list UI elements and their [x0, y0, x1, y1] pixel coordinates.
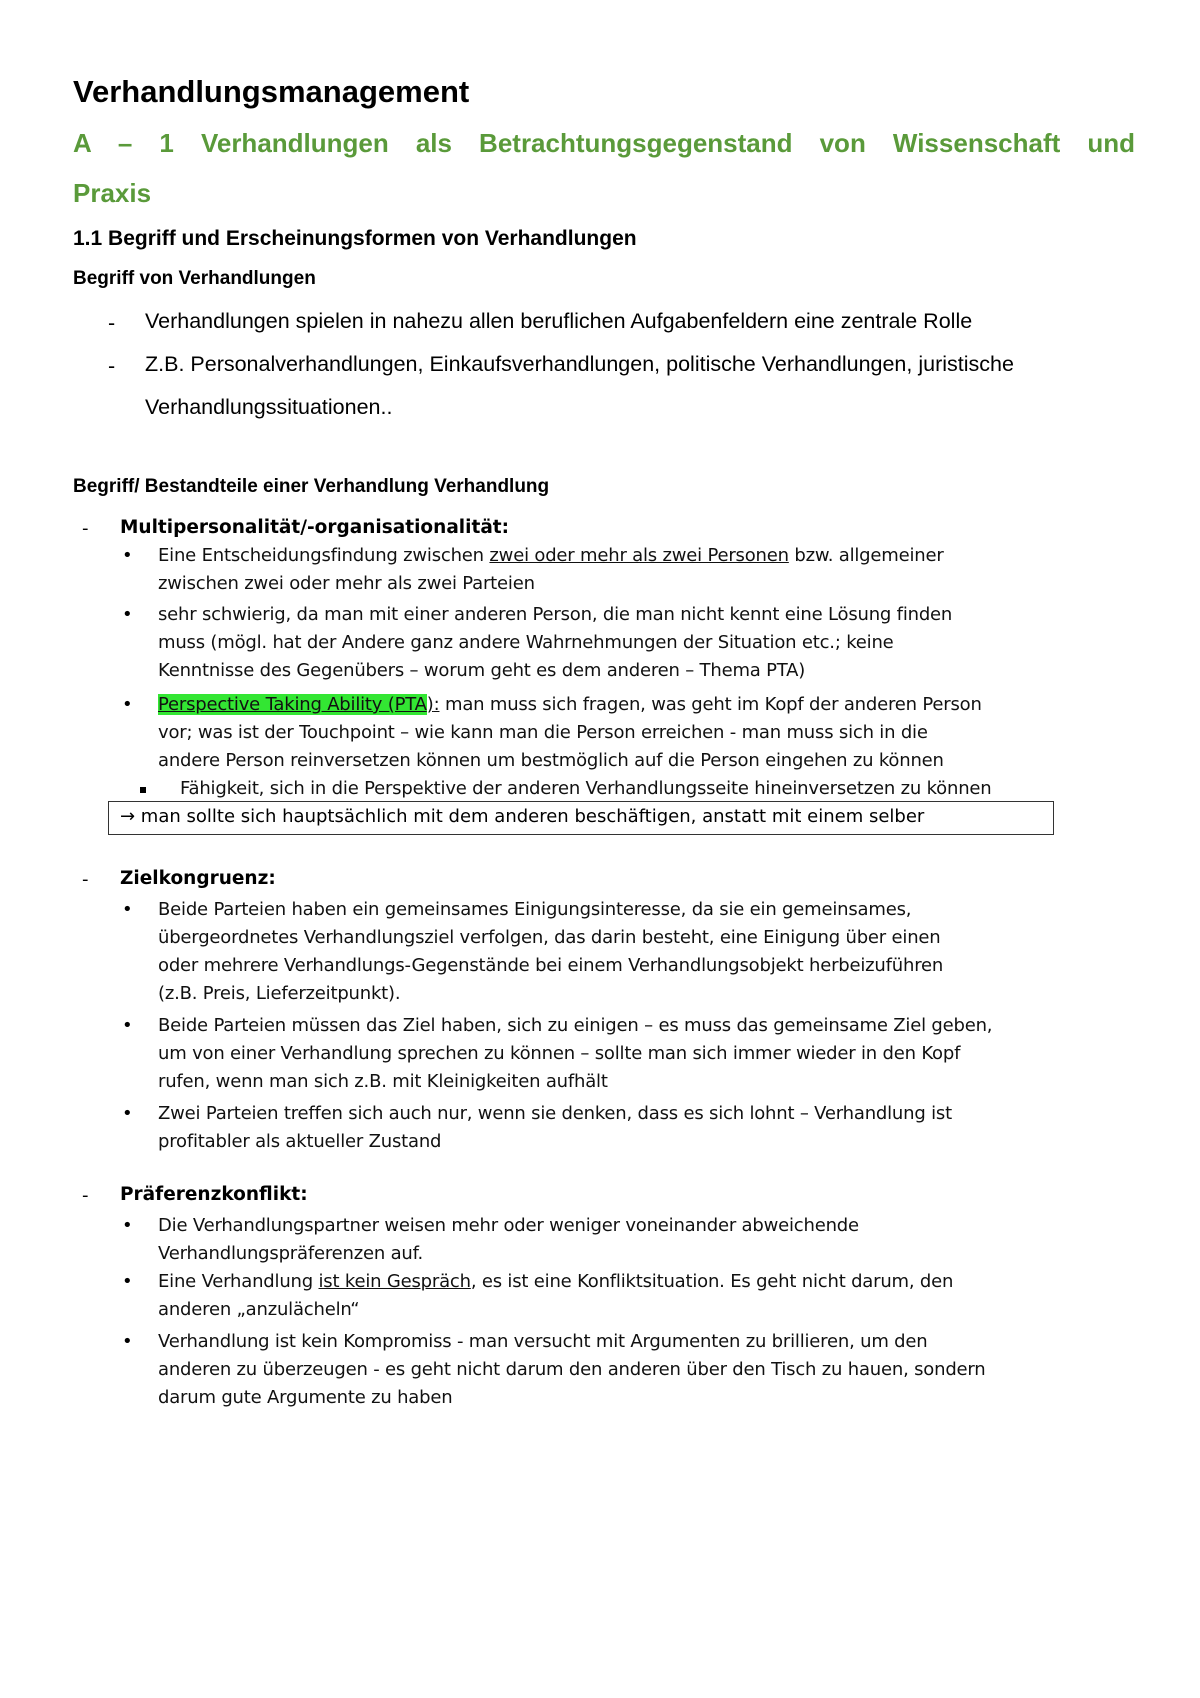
multi-bullet-3-line1: [158, 694, 982, 715]
ziel-bullet-2-line1: Beide Parteien müssen das Ziel haben, sich zu einigen – es muss das gemeinsame Ziel geben,: [158, 1015, 993, 1036]
underlined-text: ): [426, 694, 434, 715]
praef-bullet-1-line2: Verhandlungspräferenzen auf.: [158, 1243, 423, 1264]
bullet-marker: •: [122, 1215, 133, 1236]
praef-bullet-3-line3: darum gute Argumente zu haben: [158, 1387, 453, 1408]
begriff-item-1: Verhandlungen spielen in nahezu allen beruflichen Aufgabenfeldern eine zentrale Rolle: [145, 309, 973, 333]
bullet-marker: •: [122, 1271, 133, 1292]
dash-marker: -: [108, 311, 116, 335]
underlined-text: ist kein Gespräch: [318, 1271, 471, 1292]
highlighted-text: Perspective Taking Ability (PTA: [158, 694, 427, 715]
document-title: Verhandlungsmanagement: [73, 74, 470, 109]
praeferenzkonflikt-heading: Präferenzkonflikt:: [120, 1184, 308, 1205]
multi-bullet-2-line2: muss (mögl. hat der Andere ganz andere Wahrnehmungen der Situation etc.; keine: [158, 632, 894, 653]
bullet-marker: •: [122, 694, 133, 715]
ziel-bullet-1-line3: oder mehrere Verhandlungs-Gegenstände bei einem Verhandlungsobjekt herbeizuführen: [158, 955, 944, 976]
praef-bullet-3-line2: anderen zu überzeugen - es geht nicht darum den anderen über den Tisch zu hauen, sondern: [158, 1359, 986, 1380]
ziel-bullet-1-line2: übergeordnetes Verhandlungsziel verfolgen, das darin besteht, eine Einigung über einen: [158, 927, 941, 948]
ziel-bullet-2-line2: um von einer Verhandlung sprechen zu können – sollte man sich immer wieder in den Kopf: [158, 1043, 961, 1064]
section-a-heading-line1: A – 1 Verhandlungen als Betrachtungsgegenstand von Wissenschaft und: [73, 128, 1135, 158]
bullet-marker: •: [122, 1015, 133, 1036]
section-a-heading-line2: Praxis: [73, 178, 152, 208]
dash-marker: -: [82, 518, 89, 539]
bestandteile-heading: Begriff/ Bestandteile einer Verhandlung Verhandlung: [73, 476, 550, 497]
ziel-bullet-3-line1: Zwei Parteien treffen sich auch nur, wenn sie denken, dass es sich lohnt – Verhandlung ist: [158, 1103, 952, 1124]
multi-bullet-3-line2: vor; was ist der Touchpoint – wie kann man die Person erreichen - man muss sich in die: [158, 722, 928, 743]
ziel-bullet-1-line4: (z.B. Preis, Lieferzeitpunkt).: [158, 983, 401, 1004]
ziel-bullet-1-line1: Beide Parteien haben ein gemeinsames Einigungsinteresse, da sie ein gemeinsames,: [158, 899, 912, 920]
text-run: , es ist eine Konfliktsituation. Es geht nicht darum, den: [470, 1271, 954, 1292]
begriff-item-2: Z.B. Personalverhandlungen, Einkaufsverhandlungen, politische Verhandlungen, juristische: [145, 352, 1014, 376]
multi-bullet-1: [158, 545, 944, 566]
praef-bullet-2-line1: [158, 1271, 953, 1292]
multi-bullet-1-line2: zwischen zwei oder mehr als zwei Parteien: [158, 573, 535, 594]
bullet-marker: •: [122, 899, 133, 920]
dash-marker: -: [82, 869, 89, 890]
ziel-bullet-2-line3: rufen, wenn man sich z.B. mit Kleinigkeiten aufhält: [158, 1071, 608, 1092]
underlined-text: zwei oder mehr als zwei Personen: [489, 545, 789, 566]
bullet-marker: •: [122, 1331, 133, 1352]
text-run: Eine Entscheidungsfindung zwischen: [158, 545, 490, 566]
multi-bullet-2-line1: sehr schwierig, da man mit einer anderen Person, die man nicht kennt eine Lösung finden: [158, 604, 953, 625]
multi-bullet-2-line3: Kenntnisse des Gegenübers – worum geht es dem anderen – Thema PTA): [158, 660, 806, 681]
praef-bullet-3-line1: Verhandlung ist kein Kompromiss - man versucht mit Argumenten zu brillieren, um den: [158, 1331, 928, 1352]
bullet-marker: •: [122, 1103, 133, 1124]
underlined-text: :: [433, 694, 440, 715]
zielkongruenz-heading: Zielkongruenz:: [120, 868, 276, 889]
multi-bullet-3-line3: andere Person reinversetzen können um bestmöglich auf die Person eingehen zu können: [158, 750, 944, 771]
square-bullet-marker: [140, 787, 146, 793]
bullet-marker: •: [122, 604, 133, 625]
text-run: bzw. allgemeiner: [788, 545, 944, 566]
multipersonalitaet-heading: Multipersonalität/-organisationalität:: [120, 517, 510, 538]
multi-sub-bullet: Fähigkeit, sich in die Perspektive der anderen Verhandlungsseite hineinversetzen zu können: [180, 778, 992, 799]
begriff-heading: Begriff von Verhandlungen: [73, 268, 316, 289]
text-run: man muss sich fragen, was geht im Kopf der anderen Person: [439, 694, 982, 715]
begriff-item-2-cont: Verhandlungssituationen..: [145, 395, 393, 419]
bullet-marker: •: [122, 545, 133, 566]
section-1-1-heading: 1.1 Begriff und Erscheinungsformen von Verhandlungen: [73, 227, 637, 250]
dash-marker: -: [108, 354, 116, 378]
dash-marker: -: [82, 1185, 89, 1206]
conclusion-text: → man sollte sich hauptsächlich mit dem anderen beschäftigen, anstatt mit einem selber: [120, 806, 925, 827]
praef-bullet-1-line1: Die Verhandlungspartner weisen mehr oder weniger voneinander abweichende: [158, 1215, 859, 1236]
ziel-bullet-3-line2: profitabler als aktueller Zustand: [158, 1131, 442, 1152]
text-run: Eine Verhandlung: [158, 1271, 319, 1292]
praef-bullet-2-line2: anderen „anzulächeln“: [158, 1299, 360, 1320]
